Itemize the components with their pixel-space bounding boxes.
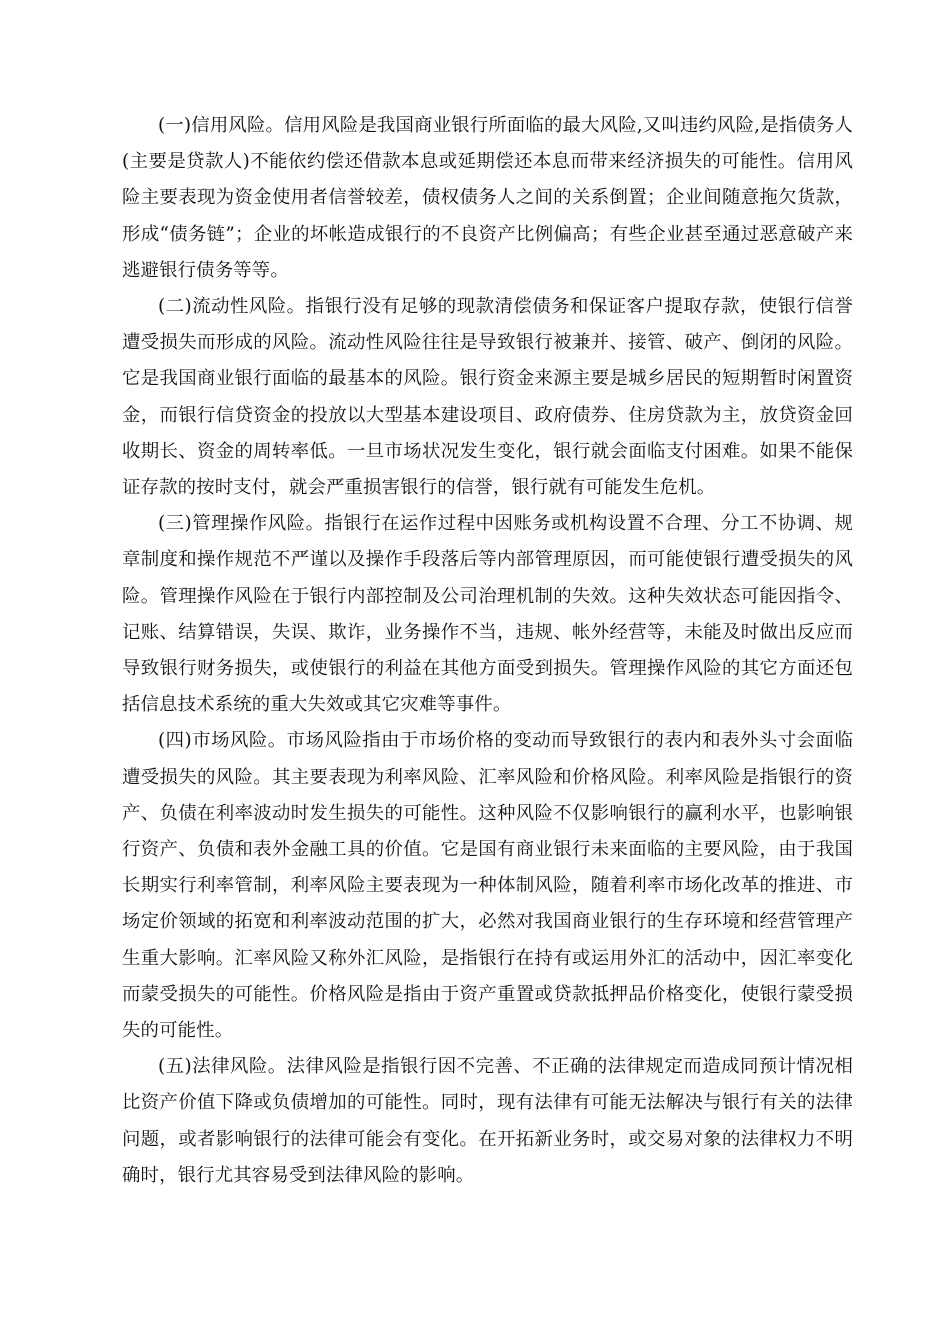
paragraph-legal-risk: (五)法律风险。法律风险是指银行因不完善、不正确的法律规定而造成同预计情况相比资产价值下降或负债增加的可能性。同时，现有法律有可能无法解决与银行有关的法律问题，或者影响银行的法律可能会有变化。在开拓新业务时，或交易对象的法律权力不明确时，银行尤其容易受到法律风险的影响。 <box>122 1056 853 1186</box>
paragraph-operational-risk: (三)管理操作风险。指银行在运作过程中因账务或机构设置不合理、分工不协调、规章制度和操作规范不严谨以及操作手段落后等内部管理原因，而可能使银行遭受损失的风险。管理操作风险在于银行内部控制及公司治理机制的失效。这种失效状态可能因指令、记账、结算错误，失误、欺诈，业务操作不当，违规、帐外经营等，未能及时做出反应而导致银行财务损失，或使银行的利益在其他方面受到损失。管理操作风险的其它方面还包括信息技术系统的重大失效或其它灾难等事件。 <box>122 513 853 716</box>
paragraph-market-risk: (四)市场风险。市场风险指由于市场价格的变动而导致银行的表内和表外头寸会面临遭受损失的风险。其主要表现为利率风险、汇率风险和价格风险。利率风险是指银行的资产、负债在利率波动时发生损失的可能性。这种风险不仅影响银行的赢利水平，也影响银行资产、负债和表外金融工具的价值。它是国有商业银行未来面临的主要风险，由于我国长期实行利率管制，利率风险主要表现为一种体制风险，随着利率市场化改革的推进、市场定价领域的拓宽和利率波动范围的扩大，必然对我国商业银行的生存环境和经营管理产生重大影响。汇率风险又称外汇风险，是指银行在持有或运用外汇的活动中，因汇率变化而蒙受损失的可能性。价格风险是指由于资产重置或贷款抵押品价格变化，使银行蒙受损失的可能性。 <box>122 730 853 1042</box>
paragraph-credit-risk: (一)信用风险。信用风险是我国商业银行所面临的最大风险,又叫违约风险,是指债务人(主要是贷款人)不能依约偿还借款本息或延期偿还本息而带来经济损失的可能性。信用风险主要表现为资金使用者信誉较差，债权债务人之间的关系倒置；企业间随意拖欠货款，形成“债务链”；企业的坏帐造成银行的不良资产比例偏高；有些企业甚至通过恶意破产来逃避银行债务等等。 <box>122 115 853 281</box>
document-page <box>122 108 853 1194</box>
paragraph-liquidity-risk: (二)流动性风险。指银行没有足够的现款清偿债务和保证客户提取存款，使银行信誉遭受损失而形成的风险。流动性风险往往是导致银行被兼并、接管、破产、倒闭的风险。它是我国商业银行面临的最基本的风险。银行资金来源主要是城乡居民的短期暂时闲置资金，而银行信贷资金的投放以大型基本建设项目、政府债券、住房贷款为主，放贷资金回收期长、资金的周转率低。一旦市场状况发生变化，银行就会面临支付困难。如果不能保证存款的按时支付，就会严重损害银行的信誉，银行就有可能发生危机。 <box>122 296 853 499</box>
